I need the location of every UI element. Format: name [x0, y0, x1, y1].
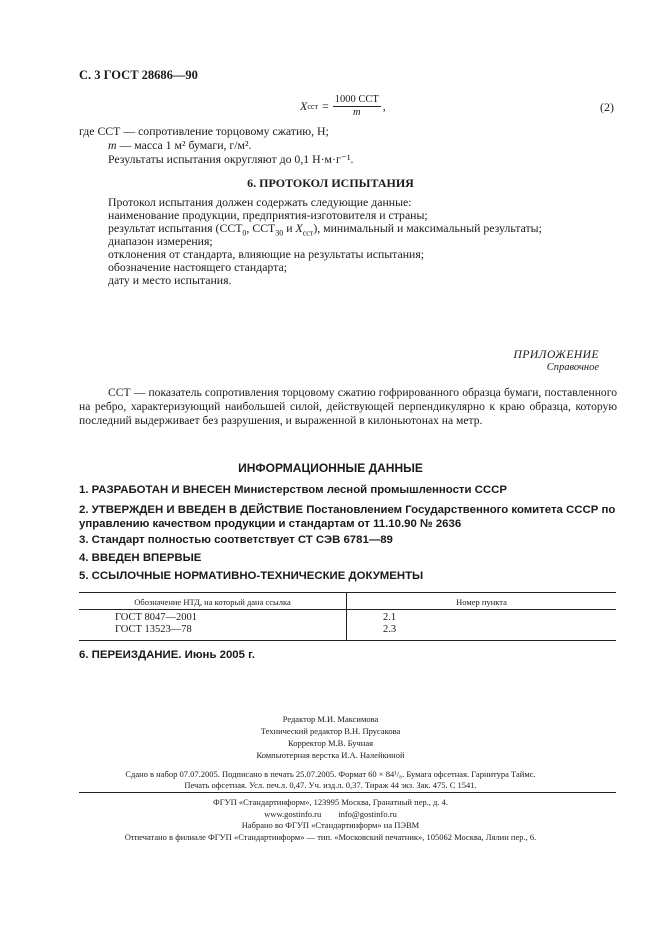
where-line-2 [108, 139, 251, 152]
item2-sub0: 0 [242, 228, 247, 238]
section-6-item-4: отклонения от стандарта, влияющие на результаты испытания; [108, 247, 425, 261]
imprint-line-2: Печать офсетная. Усл. печ.л. 0,47. Уч. изд.л. 0,37. Тираж 44 экз. Зак. 475. С 1541. [184, 780, 477, 790]
where-line-3: Результаты испытания округляют до 0,1 Н·м·г⁻¹. [108, 152, 354, 166]
formula-equals: = [321, 99, 329, 113]
table-row-1-clause: 2.1 [383, 612, 397, 623]
table-top-rule [79, 592, 616, 593]
where-symbol: m [108, 138, 117, 152]
appendix-title: ПРИЛОЖЕНИЕ [513, 349, 599, 361]
info-item-6: 6. ПЕРЕИЗДАНИЕ. Июнь 2005 г. [79, 649, 255, 661]
where-line-2-text: — масса 1 м² бумаги, г/м². [116, 138, 252, 152]
table-header-col1: Обозначение НТД, на который дана ссылка [134, 597, 291, 607]
item2-mid: , ССТ [246, 221, 276, 235]
section-6-item-5: обозначение настоящего стандарта; [108, 260, 287, 274]
publisher-line-1: ФГУП «Стандартинформ», 123995 Москва, Гранатный пер., д. 4. [213, 797, 448, 807]
info-item-4: 4. ВВЕДЕН ВПЕРВЫЕ [79, 552, 202, 564]
item2-sub30: 30 [275, 228, 284, 238]
credit-tech-editor: Технический редактор В.Н. Прусакова [260, 726, 401, 736]
table-header-col2: Номер пункта [456, 597, 507, 607]
formula-numerator: 1000 ССТ [334, 94, 379, 105]
credit-editor: Редактор М.И. Максимова [282, 714, 379, 724]
table-row-1-doc: ГОСТ 8047—2001 [115, 612, 198, 623]
where-line-1: где ССТ — сопротивление торцовому сжатию, Н; [79, 124, 329, 138]
table-bottom-rule [79, 640, 616, 641]
appendix-text: ССТ — показатель сопротивления торцовому сжатию гофрированного образца бумаги, поставленного на ребро, характеризующий наибольшей силой, действующей перпендикулярно к краю образца, которую последний выдерживает без разрушения, и выраженной в килоньютонах на метр. [79, 386, 617, 427]
item2-suffix: ), минимальный и максимальный результаты; [313, 221, 542, 235]
item2-and: и [283, 221, 296, 235]
item2-x: X [295, 221, 303, 235]
section-6-item-6: дату и место испытания. [108, 273, 232, 287]
item2-xsub: сст [302, 228, 314, 238]
section-6-item-1: наименование продукции, предприятия-изготовителя и страны; [108, 208, 428, 222]
formula-2 [300, 94, 386, 119]
publisher-line-2: www.gostinfo.ru info@gostinfo.ru [264, 809, 397, 819]
formula-lhs-sub: сст [307, 102, 318, 111]
appendix-subtitle: Справочное [546, 362, 599, 373]
section-6-intro: Протокол испытания должен содержать следующие данные: [108, 195, 412, 209]
publisher-line-4: Отпечатано в филиале ФГУП «Стандартинформ» — тип. «Московский печатник», 105062 Москва, Лялин пер., 6. [124, 832, 537, 842]
credit-corrector: Корректор М.В. Бучная [287, 738, 374, 748]
formula-lhs: X [300, 99, 308, 113]
info-item-1: 1. РАЗРАБОТАН И ВНЕСЕН Министерством лесной промышленности СССР [79, 484, 507, 496]
info-item-2: 2. УТВЕРЖДЕН И ВВЕДЕН В ДЕЙСТВИЕ Постановлением Государственного комитета СССР по управлению качеством продукции и стандартам от 11.10.90 № 2636 [79, 504, 616, 530]
formula-number: (2) [600, 100, 614, 114]
page-header: С. 3 ГОСТ 28686—90 [79, 68, 198, 82]
credit-layout: Компьютерная верстка И.А. Налейкиной [256, 750, 405, 760]
formula-tail: , [382, 99, 386, 113]
table-row-2-clause: 2.3 [383, 624, 397, 635]
formula-denominator: m [352, 107, 361, 118]
imprint-rule [79, 792, 616, 793]
table-row-2-doc: ГОСТ 13523—78 [115, 624, 192, 635]
section-6-title: 6. ПРОТОКОЛ ИСПЫТАНИЯ [247, 176, 414, 190]
info-item-5: 5. ССЫЛОЧНЫЕ НОРМАТИВНО-ТЕХНИЧЕСКИЕ ДОКУМЕНТЫ [79, 570, 424, 582]
info-title: ИНФОРМАЦИОННЫЕ ДАННЫЕ [238, 461, 423, 475]
info-item-3: 3. Стандарт полностью соответствует СТ СЭВ 6781—89 [79, 534, 393, 546]
publisher-line-3: Набрано во ФГУП «Стандартинформ» на ПЭВМ [241, 820, 420, 830]
item2-prefix: результат испытания (ССТ [108, 221, 243, 235]
table-header-rule [79, 609, 616, 610]
formula-fraction [333, 94, 381, 119]
imprint-line-1: Сдано в набор 07.07.2005. Подписано в печать 25.07.2005. Формат 60 × 84¹/₈. Бумага офсетная. Гарнитура Таймс. [125, 769, 536, 779]
section-6-item-3: диапазон измерения; [108, 234, 213, 248]
